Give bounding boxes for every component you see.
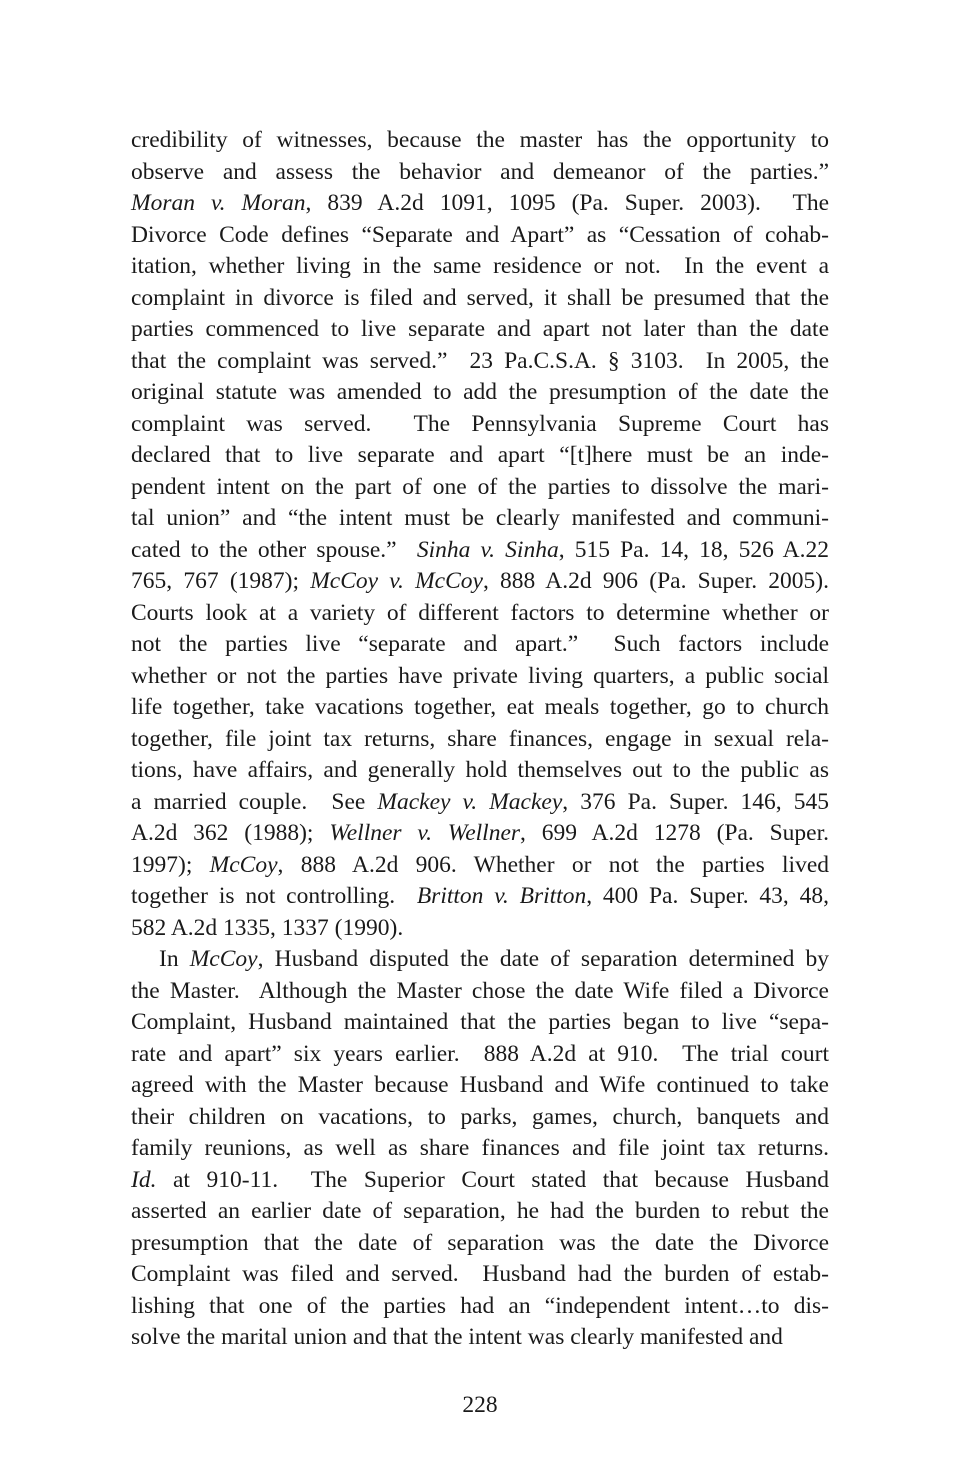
text-segment: the Master. Although the Master chose the date Wife filed a Divorce xyxy=(131,977,829,1004)
case-citation-italic: Britton v. Britton xyxy=(416,883,587,909)
text-segment: , 888 A.2d 906 (Pa. Super. 2005). xyxy=(482,568,829,594)
text-line xyxy=(131,1259,829,1291)
case-citation-italic: Wellner v. Wellner xyxy=(329,820,521,846)
text-segment: , 515 Pa. 14, 18, 526 A.22 xyxy=(558,536,829,563)
text-line xyxy=(131,157,829,189)
text-segment: A.2d 362 (1988); xyxy=(131,820,330,846)
text-line xyxy=(131,125,829,157)
text-line xyxy=(131,913,829,945)
text-segment: together, file joint tax returns, share finances, engage in sexual rela- xyxy=(131,725,829,752)
text-line xyxy=(131,472,829,504)
text-segment: Courts look at a variety of different factors to determine whether or xyxy=(131,599,829,626)
text-segment: 1997); xyxy=(131,851,210,878)
text-segment: complaint was served. The Pennsylvania Supreme Court has xyxy=(131,410,829,437)
text-line xyxy=(131,1102,829,1134)
text-segment: not the parties live “separate and apart.” Such factors include xyxy=(131,631,829,657)
text-segment: agreed with the Master because Husband and Wife continued to take xyxy=(131,1072,829,1098)
paragraph xyxy=(131,944,829,1354)
text-line xyxy=(131,1039,829,1071)
case-citation-italic: Mackey v. Mackey xyxy=(377,788,563,815)
text-segment: declared that to live separate and apart “[t]here must be an inde- xyxy=(131,442,829,468)
text-line xyxy=(131,1007,829,1039)
text-line xyxy=(131,944,829,976)
text-line xyxy=(131,881,829,913)
text-line xyxy=(131,1133,829,1165)
text-segment: tal union” and “the intent must be clearly manifested and communi- xyxy=(131,505,829,531)
text-segment: life together, take vacations together, eat meals together, go to church xyxy=(131,694,829,720)
text-segment: , 839 A.2d 1091, 1095 (Pa. Super. 2003). The xyxy=(305,190,829,216)
text-segment: that the complaint was served.” 23 Pa.C.S.A. § 3103. In 2005, the xyxy=(131,347,829,374)
text-line xyxy=(131,314,829,346)
text-line xyxy=(131,283,829,315)
text-line xyxy=(131,976,829,1008)
text-segment: 765, 767 (1987); xyxy=(131,568,311,594)
text-segment: 582 A.2d 1335, 1337 (1990). xyxy=(131,914,404,941)
text-line xyxy=(131,1228,829,1260)
text-segment: pendent intent on the part of one of the parties to dissolve the mari- xyxy=(131,473,829,500)
text-segment: cated to the other spouse.” xyxy=(131,536,417,563)
text-line xyxy=(131,850,829,882)
text-segment: , 888 A.2d 906. Whether or not the parties lived xyxy=(277,851,830,878)
text-segment: credibility of witnesses, because the master has the opportunity to xyxy=(131,127,829,153)
text-line xyxy=(131,188,829,220)
text-line xyxy=(131,1291,829,1323)
text-line xyxy=(131,440,829,472)
text-line xyxy=(131,598,829,630)
text-segment: a married couple. See xyxy=(131,788,378,815)
text-segment: their children on vacations, to parks, games, church, banquets and xyxy=(131,1103,829,1130)
text-segment: lishing that one of the parties had an “independent intent…to dis- xyxy=(131,1292,829,1319)
text-segment: at 910-11. The Superior Court stated that because Husband xyxy=(156,1166,829,1193)
text-line xyxy=(131,346,829,378)
text-line xyxy=(131,251,829,283)
text-line xyxy=(131,535,829,567)
text-line xyxy=(131,503,829,535)
text-segment: tions, have affairs, and generally hold themselves out to the public as xyxy=(131,757,829,783)
case-citation-italic: Id. xyxy=(131,1166,157,1193)
text-segment: In xyxy=(159,946,190,972)
text-segment: observe and assess the behavior and demeanor of the parties.” xyxy=(131,158,829,185)
page-number: 228 xyxy=(462,1392,498,1418)
text-line xyxy=(131,787,829,819)
text-segment: , 400 Pa. Super. 43, 48, xyxy=(586,883,829,909)
text-line xyxy=(131,220,829,252)
text-segment: whether or not the parties have private living quarters, a public social xyxy=(131,662,829,689)
case-citation-italic: McCoy xyxy=(209,851,278,878)
text-segment: family reunions, as well as share finances and file joint tax returns. xyxy=(131,1135,829,1161)
text-segment: presumption that the date of separation was the date the Divorce xyxy=(131,1229,829,1256)
paragraph xyxy=(131,125,829,944)
text-segment: asserted an earlier date of separation, he had the burden to rebut the xyxy=(131,1198,829,1224)
text-segment: original statute was amended to add the presumption of the date the xyxy=(131,379,829,405)
text-segment: itation, whether living in the same residence or not. In the event a xyxy=(131,253,829,279)
text-line xyxy=(131,1196,829,1228)
text-segment: , Husband disputed the date of separation determined by xyxy=(257,946,829,972)
text-segment: Complaint, Husband maintained that the parties began to live “sepa- xyxy=(131,1009,829,1035)
text-segment: , 699 A.2d 1278 (Pa. Super. xyxy=(520,820,830,846)
text-line xyxy=(131,818,829,850)
text-line xyxy=(131,377,829,409)
text-line xyxy=(131,409,829,441)
text-segment: together is not controlling. xyxy=(131,883,417,909)
text-line xyxy=(131,566,829,598)
text-line xyxy=(131,1165,829,1197)
case-citation-italic: McCoy v. McCoy xyxy=(310,568,483,594)
case-citation-italic: McCoy xyxy=(189,946,258,972)
text-line xyxy=(131,724,829,756)
text-line xyxy=(131,755,829,787)
text-line xyxy=(131,1322,829,1354)
text-segment: rate and apart” six years earlier. 888 A.2d at 910. The trial court xyxy=(131,1040,829,1067)
text-segment: solve the marital union and that the intent was clearly manifested and xyxy=(131,1324,783,1350)
page-body xyxy=(131,125,829,1354)
case-citation-italic: Sinha v. Sinha xyxy=(416,536,559,563)
text-line xyxy=(131,661,829,693)
text-line xyxy=(131,629,829,661)
text-segment: Divorce Code defines “Separate and Apart” as “Cessation of cohab- xyxy=(131,221,829,248)
text-segment: parties commenced to live separate and apart not later than the date xyxy=(131,316,829,342)
text-line xyxy=(131,692,829,724)
text-line xyxy=(131,1070,829,1102)
case-citation-italic: Moran v. Moran xyxy=(131,190,306,216)
text-segment: complaint in divorce is filed and served, it shall be presumed that the xyxy=(131,284,829,311)
text-segment: , 376 Pa. Super. 146, 545 xyxy=(562,788,830,815)
text-segment: Complaint was filed and served. Husband had the burden of estab- xyxy=(131,1261,829,1287)
